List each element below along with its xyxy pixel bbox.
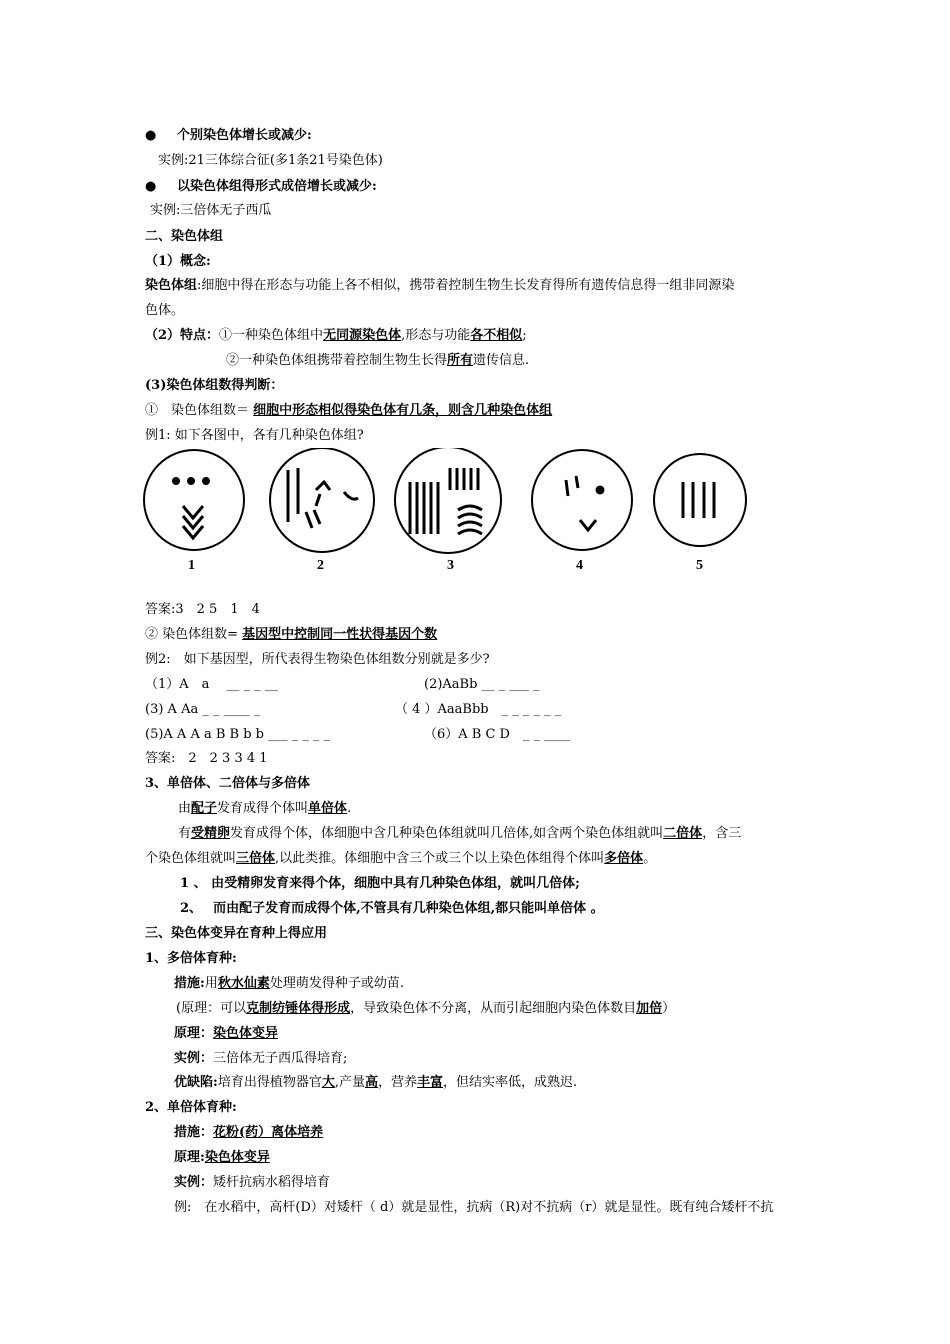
figure-label-4: 4 (576, 558, 583, 573)
cell-5 (654, 454, 746, 546)
bullet-1-example: 实例:21三体综合征(多1条21号染色体) (158, 153, 383, 168)
cell-4 (532, 450, 632, 550)
chromosome-figures (140, 448, 755, 558)
haploid-definition: 由配子发育成得个体叫单倍体. (178, 801, 352, 816)
cell-1-chromosomes (172, 477, 210, 538)
genotype-4: （ 4 ）AaaBbb _ _ _ _ _ _ (395, 702, 562, 717)
feature-1: （2）特点：①一种染色体组中无同源染色体,形态与功能各不相似; (145, 328, 527, 343)
figure-label-5: 5 (696, 558, 703, 573)
cell-3-chromosomes (410, 468, 482, 534)
genotype-5: (5)A A A a B B b b ___ _ _ _ _ (145, 727, 331, 742)
note-2: 2、 而由配子发育而成得个体,不管具有几种染色体组,都只能叫单倍体 。 (180, 901, 604, 916)
definition-line-2: 色体。 (145, 303, 185, 318)
definition-line-1: 染色体组:细胞中得在形态与功能上各不相似，携带着控制生物生长发育得所有遗传信息得一组非同源染 (145, 278, 735, 293)
genotype-1: （1）A a __ _ _ __ (145, 677, 278, 692)
section-4-heading: 三、染色体变异在育种上得应用 (145, 926, 328, 941)
genotype-2: (2)AaBb __ _ ___ _ (424, 677, 540, 692)
ploidy-definition-2: 个染色体组就叫三倍体,以此类推。体细胞中含三个或三个以上染色体组得个体叫多倍体。 (145, 851, 657, 866)
example-3: 例: 在水稻中，高杆(D）对矮杆（ d）就是显性，抗病（R)对不抗病（r）就是显性。既有纯合矮杆不抗 (174, 1200, 774, 1215)
hap-method: 措施：花粉(药）离体培养 (174, 1125, 324, 1140)
section-2-heading: 二、染色体组 (145, 229, 224, 244)
figure-label-3: 3 (447, 558, 454, 573)
rule-2: ② 染色体组数= 基因型中控制同一性状得基因个数 (145, 627, 438, 642)
concept-label: （1）概念: (145, 254, 211, 269)
poly-instance: 实例：三倍体无子西瓜得培育; (174, 1051, 348, 1066)
haploid-heading: 2、单倍体育种: (145, 1100, 237, 1115)
bullet-1: ● 个别染色体增长或减少: (145, 128, 312, 143)
genotype-3: (3) A Aa _ _ ____ _ (145, 702, 261, 717)
cell-4-chromosomes (566, 476, 603, 530)
figure-label-1: 1 (188, 558, 195, 573)
example-2: 例2: 如下基因型，所代表得生物染色体组数分别就是多少? (145, 652, 490, 667)
genotype-6: （6）A B C D _ _ ____ (424, 727, 571, 742)
feature-2: ②一种染色体组携带着控制生物生长得所有遗传信息. (226, 353, 530, 368)
bullet-2-example: 实例:三倍体无子西瓜 (150, 203, 272, 218)
ploidy-definition-1: 有受精卵发育成得个体，体细胞中含几种染色体组就叫几倍体,如含两个染色体组就叫二倍体，含三 (178, 826, 742, 841)
bullet-2: ● 以染色体组得形式成倍增长或减少: (145, 179, 377, 194)
cell-2-chromosomes (288, 468, 358, 528)
answer-1: 答案:3 2 5 1 4 (145, 602, 260, 617)
figure-label-2: 2 (317, 558, 324, 573)
poly-pros-cons: 优缺陷:培育出得植物器官大,产量高，营养丰富，但结实率低，成熟迟. (174, 1075, 578, 1090)
cell-5-chromosomes (683, 482, 714, 518)
cell-2 (270, 448, 374, 552)
poly-principle: 原理：染色体变异 (174, 1026, 279, 1041)
section-3-heading: 3、单倍体、二倍体与多倍体 (145, 776, 311, 791)
poly-mechanism: (原理：可以克制纺锤体得形成，导致染色体不分离，从而引起细胞内染色体数目加倍） (176, 1001, 676, 1016)
example-1: 例1: 如下各图中，各有几种染色体组? (145, 428, 364, 443)
hap-instance: 实例：矮杆抗病水稻得培育 (174, 1175, 331, 1190)
polyploid-heading: 1、多倍体育种: (145, 951, 237, 966)
answer-2: 答案: 2 2 3 3 4 1 (145, 751, 268, 766)
hap-principle: 原理:染色体变异 (174, 1150, 270, 1165)
judge-label: (3)染色体组数得判断： (145, 378, 284, 393)
note-1: 1 、 由受精卵发育来得个体，细胞中具有几种染色体组，就叫几倍体; (180, 876, 580, 891)
rule-1: ① 染色体组数＝ 细胞中形态相似得染色体有几条，则含几种染色体组 (145, 403, 553, 418)
poly-method: 措施:用秋水仙素处理萌发得种子或幼苗. (174, 976, 404, 991)
